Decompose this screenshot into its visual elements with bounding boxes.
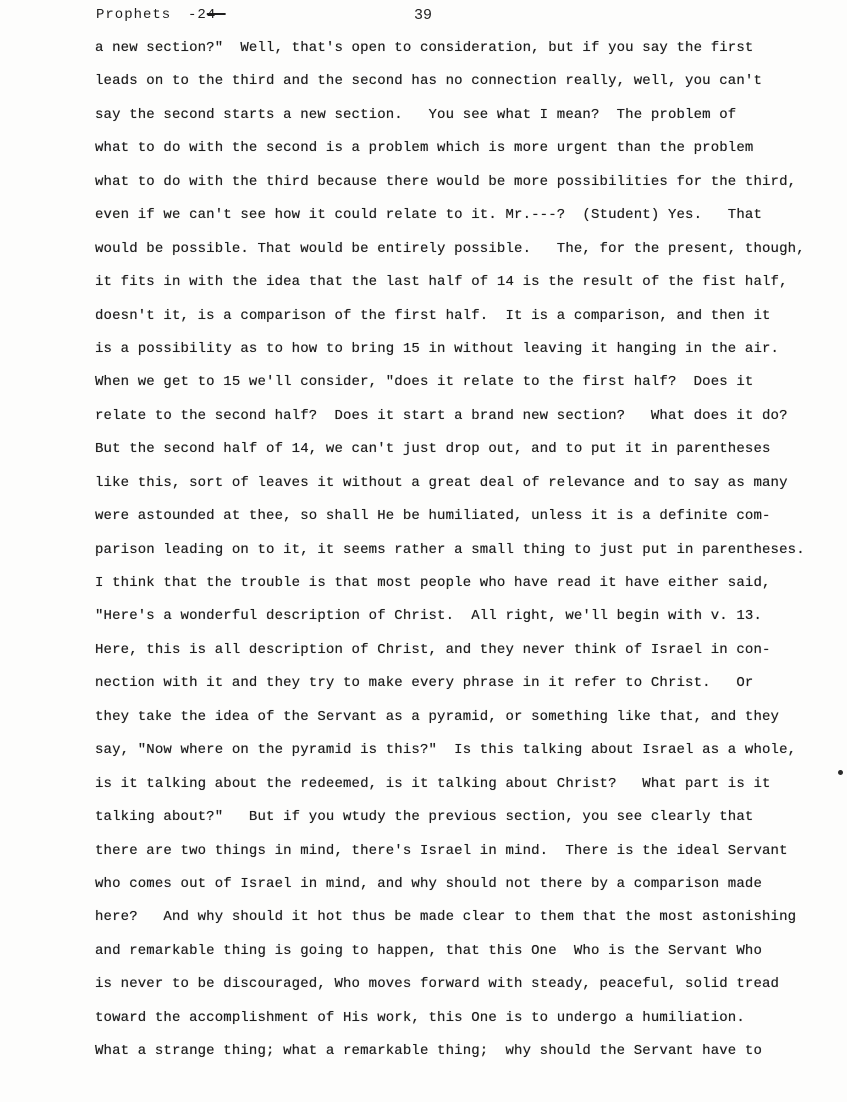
course-title: Prophets: [96, 7, 172, 23]
text-line: here? And why should it hot thus be made clear to them that the most astonishing: [95, 909, 797, 926]
ink-speck: [838, 770, 843, 775]
text-line: like this, sort of leaves it without a great deal of relevance and to say as many: [95, 474, 788, 491]
text-line: is it talking about the redeemed, is it talking about Christ? What part is it: [95, 775, 771, 792]
transcript-body: [95, 40, 815, 1077]
text-line: is never to be discouraged, Who moves forward with steady, peaceful, solid tread: [95, 976, 780, 993]
text-line: toward the accomplishment of His work, this One is to undergo a humiliation.: [95, 1009, 745, 1026]
text-line: leads on to the third and the second has no connection really, well, you can't: [95, 73, 763, 90]
text-line: even if we can't see how it could relate to it. Mr.---? (Student) Yes. That: [95, 207, 763, 224]
lecture-number-struck: 4-: [206, 7, 226, 23]
text-line: Here, this is all description of Christ, and they never think of Israel in con-: [95, 641, 771, 658]
text-line: doesn't it, is a comparison of the first half. It is a comparison, and then it: [95, 307, 771, 324]
text-line: they take the idea of the Servant as a pyramid, or something like that, and they: [95, 708, 780, 725]
text-line: say the second starts a new section. You see what I mean? The problem of: [95, 106, 737, 123]
text-line: were astounded at thee, so shall He be humiliated, unless it is a definite com-: [95, 508, 771, 525]
page-number: 39: [414, 7, 433, 24]
page-header: [0, 5, 847, 29]
text-line: What a strange thing; what a remarkable thing; why should the Servant have to: [95, 1043, 763, 1060]
text-line: relate to the second half? Does it start a brand new section? What does it do?: [95, 407, 788, 424]
text-line: who comes out of Israel in mind, and why should not there by a comparison made: [95, 875, 763, 892]
text-line: what to do with the third because there would be more possibilities for the third,: [95, 173, 797, 190]
text-line: what to do with the second is a problem which is more urgent than the problem: [95, 140, 754, 157]
text-line: talking about?" But if you wtudy the previous section, you see clearly that: [95, 809, 754, 826]
text-line: there are two things in mind, there's Israel in mind. There is the ideal Servant: [95, 842, 788, 859]
text-line: But the second half of 14, we can't just drop out, and to put it in parentheses: [95, 441, 771, 458]
text-line: nection with it and they try to make every phrase in it refer to Christ. Or: [95, 675, 754, 692]
text-line: When we get to 15 we'll consider, "does it relate to the first half? Does it: [95, 374, 754, 391]
lecture-number-prefix: -2: [188, 7, 207, 23]
text-line: would be possible. That would be entirely possible. The, for the present, though,: [95, 240, 805, 257]
text-line: is a possibility as to how to bring 15 in without leaving it hanging in the air.: [95, 340, 780, 357]
text-line: I think that the trouble is that most people who have read it have either said,: [95, 575, 771, 591]
text-line: say, "Now where on the pyramid is this?" Is this talking about Israel as a whole,: [95, 742, 797, 759]
text-line: a new section?" Well, that's open to consideration, but if you say the first: [95, 40, 754, 56]
text-line: it fits in with the idea that the last half of 14 is the result of the fist half,: [95, 274, 788, 291]
text-line: "Here's a wonderful description of Christ. All right, we'll begin with v. 13.: [95, 608, 763, 625]
text-line: and remarkable thing is going to happen, that this One Who is the Servant Who: [95, 942, 763, 959]
lecture-number: [188, 7, 226, 23]
text-line: parison leading on to it, it seems rather a small thing to just put in parentheses.: [95, 541, 805, 558]
